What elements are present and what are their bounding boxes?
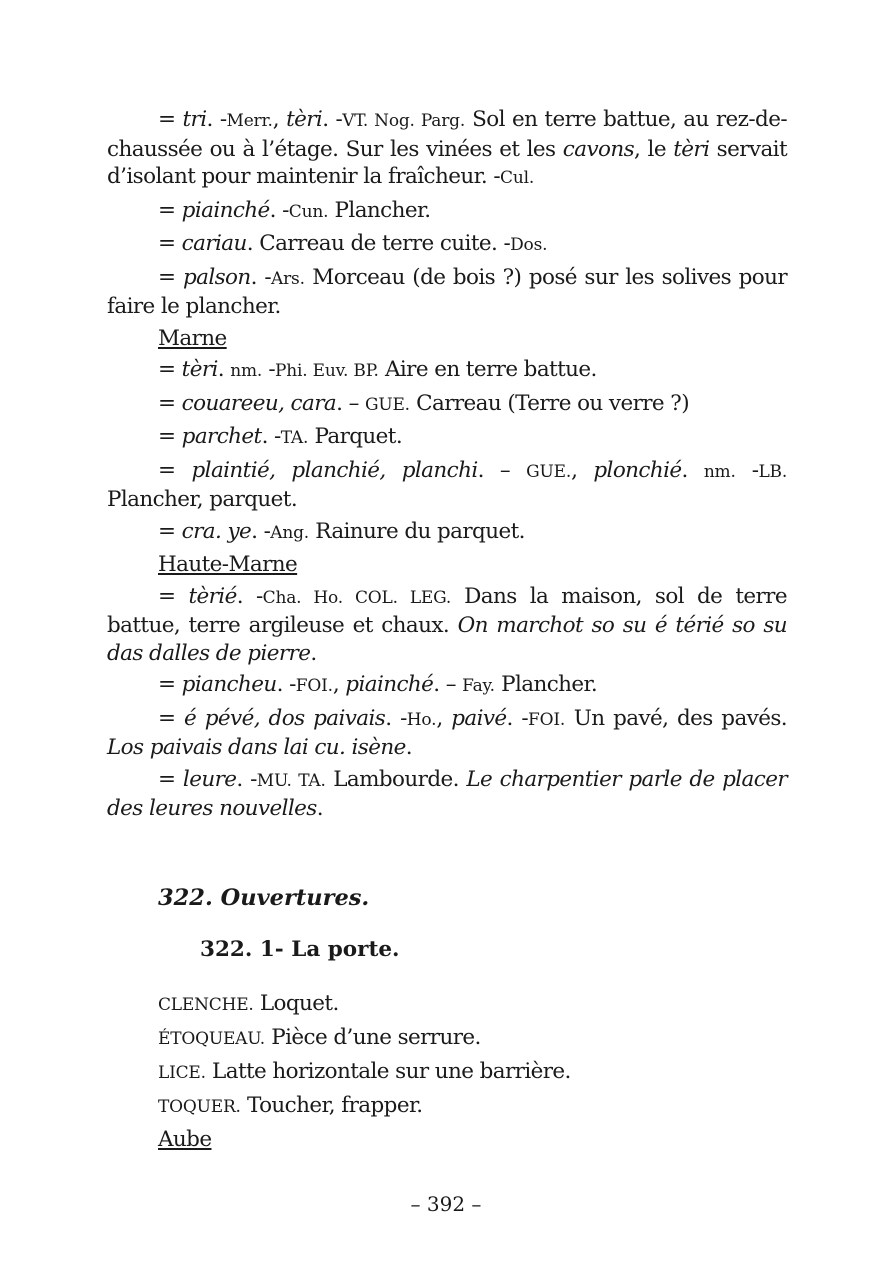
entry-leure: = leure. -MU. TA. Lambourde. Le charpentier parle de placer des leures nouvelles. (107, 766, 788, 821)
list-item: LICE. Latte horizontale sur une barrière. (158, 1058, 571, 1084)
entry-peve: = é pévé, dos paivais. -Ho., paivé. -FOI. Un pavé, des pavés. Los paivais dans lai cu. isène. (107, 705, 788, 760)
region-heading-haute-marne: Haute-Marne (158, 552, 298, 577)
page-number: – 392 – (410, 1192, 482, 1216)
entry-tri: = tri. -Merr., tèri. -VT. Nog. Parg. Sol en terre battue, au rez-de-chaussée ou à l’étage. Sur les vinées et les cavons, le tèri servait d’isolant pour maintenir la fraîcheur. -Cul. (107, 107, 788, 189)
list-item: CLENCHE. Loquet. (158, 990, 339, 1016)
entry-palson: = palson. -Ars. Morceau (de bois ?) posé sur les solives pour faire le plancher. (107, 264, 788, 319)
section-heading: 322. Ouvertures. (158, 884, 370, 911)
entry-teri: = tèri. nm. -Phi. Euv. BP. Aire en terre battue. (158, 357, 597, 382)
region-heading-aube: Aube (158, 1126, 212, 1152)
entry-terie: = tèrié. -Cha. Ho. COL. LEG. Dans la maison, sol de terre battue, terre argileuse et chaux. On marchot so su é térié so su das dalles de pierre. (107, 583, 787, 666)
entry-parchet: = parchet. -TA. Parquet. (158, 424, 403, 449)
entry-plaintie: = plaintié, planchié, planchi. – GUE., plonchié. nm. -LB. Plancher, parquet. (107, 457, 788, 512)
term-list (158, 990, 787, 1154)
list-item: TOQUER. Toucher, frapper. (158, 1092, 423, 1118)
subsection-heading: 322. 1- La porte. (200, 937, 400, 962)
entry-piancheu: = piancheu. -FOI., piainché. – Fay. Plancher. (158, 672, 598, 697)
entry-piainche: = piainché. -Cun. Plancher. (158, 197, 431, 223)
entry-cra-ye: = cra. ye. -Ang. Rainure du parquet. (158, 518, 525, 544)
entry-couareeu: = couareeu, cara. – GUE. Carreau (Terre ou verre ?) (158, 390, 689, 416)
entry-cariau: = cariau. Carreau de terre cuite. -Dos. (158, 231, 548, 256)
list-item: ÉTOQUEAU. Pièce d’une serrure. (158, 1024, 481, 1050)
page-content (107, 106, 787, 1158)
region-heading-marne: Marne (158, 325, 227, 351)
